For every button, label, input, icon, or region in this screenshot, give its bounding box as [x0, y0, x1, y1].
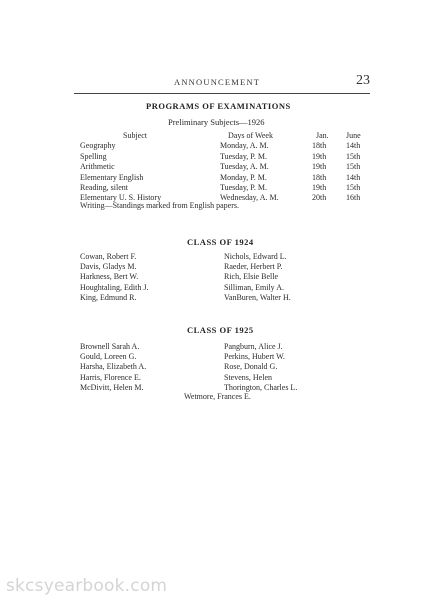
student-name: VanBuren, Walter H. [224, 292, 291, 302]
column-header-days: Days of Week [228, 131, 273, 140]
exam-schedule-table [80, 131, 370, 204]
footer [0, 570, 440, 600]
column-header-subject: Subject [123, 131, 147, 140]
column-header-jan: Jan. [316, 131, 329, 140]
table-row [80, 162, 370, 172]
june-cell: 16th [346, 193, 361, 203]
jan-cell: 18th [312, 172, 327, 182]
programs-subtitle: Preliminary Subjects—1926 [168, 117, 265, 127]
june-cell: 14th [346, 172, 361, 182]
class-1924-title: CLASS OF 1924 [187, 237, 254, 247]
student-name: Harsha, Elizabeth A. [80, 362, 147, 372]
student-name: King, Edmund R. [80, 292, 137, 302]
class-1925-title: CLASS OF 1925 [187, 325, 254, 335]
column-header-june: June [346, 131, 361, 140]
days-cell: Tuesday, P. M. [220, 182, 267, 192]
writing-note: Writing—Standings marked from English papers. [80, 201, 239, 210]
student-name: Pangburn, Alice J. [224, 342, 283, 351]
student-name: Thorington, Charles L. [224, 382, 298, 392]
student-name: Harkness, Bert W. [80, 272, 139, 282]
table-row [80, 183, 370, 193]
june-cell: 15th [346, 182, 361, 192]
subject-cell: Reading, silent [80, 182, 128, 192]
june-cell: 14th [346, 141, 361, 151]
student-name: Cowan, Robert F. [80, 252, 137, 261]
header-title: ANNOUNCEMENT [174, 77, 261, 87]
student-name: Harris, Florence E. [80, 372, 141, 382]
student-name: McDivitt, Helen M. [80, 382, 144, 392]
programs-title: PROGRAMS OF EXAMINATIONS [146, 101, 291, 111]
table-row [80, 152, 370, 162]
student-name: Stevens, Helen [224, 372, 272, 382]
table-header-row [80, 131, 370, 141]
subject-cell: Arithmetic [80, 162, 115, 172]
subject-cell: Elementary English [80, 172, 144, 182]
student-name: Perkins, Hubert W. [224, 352, 285, 362]
subject-cell: Elementary U. S. History [80, 193, 162, 203]
student-name: Nichols, Edward L. [224, 252, 287, 261]
days-cell: Tuesday, P. M. [220, 151, 267, 161]
table-row [80, 173, 370, 183]
student-name-centered: Wetmore, Frances E. [184, 392, 251, 401]
june-cell: 15th [346, 162, 361, 172]
subject-cell: Spelling [80, 151, 107, 161]
watermark: skcsyearbook.com [6, 576, 168, 596]
student-name: Raeder, Herbert P. [224, 262, 283, 272]
days-cell: Tuesday, A. M. [220, 162, 269, 172]
jan-cell: 19th [312, 182, 327, 192]
subject-cell: Geography [80, 141, 116, 151]
student-name: Rose, Donald G. [224, 362, 278, 372]
jan-cell: 18th [312, 141, 327, 151]
student-name: Silliman, Emily A. [224, 282, 285, 292]
days-cell: Wednesday, A. M. [220, 193, 279, 203]
jan-cell: 19th [312, 151, 327, 161]
table-row [80, 141, 370, 151]
page-number: 23 [356, 73, 370, 88]
days-cell: Monday, A. M. [220, 141, 269, 151]
student-name: Houghtaling, Edith J. [80, 282, 149, 292]
days-cell: Monday, P. M. [220, 172, 267, 182]
jan-cell: 20th [312, 193, 327, 203]
student-name: Rich, Elsie Belle [224, 272, 278, 282]
student-name: Gould, Loreen G. [80, 352, 137, 362]
student-name: Brownell Sarah A. [80, 342, 140, 351]
june-cell: 15th [346, 151, 361, 161]
page-header [74, 73, 370, 94]
student-name: Davis, Gladys M. [80, 262, 137, 272]
jan-cell: 19th [312, 162, 327, 172]
